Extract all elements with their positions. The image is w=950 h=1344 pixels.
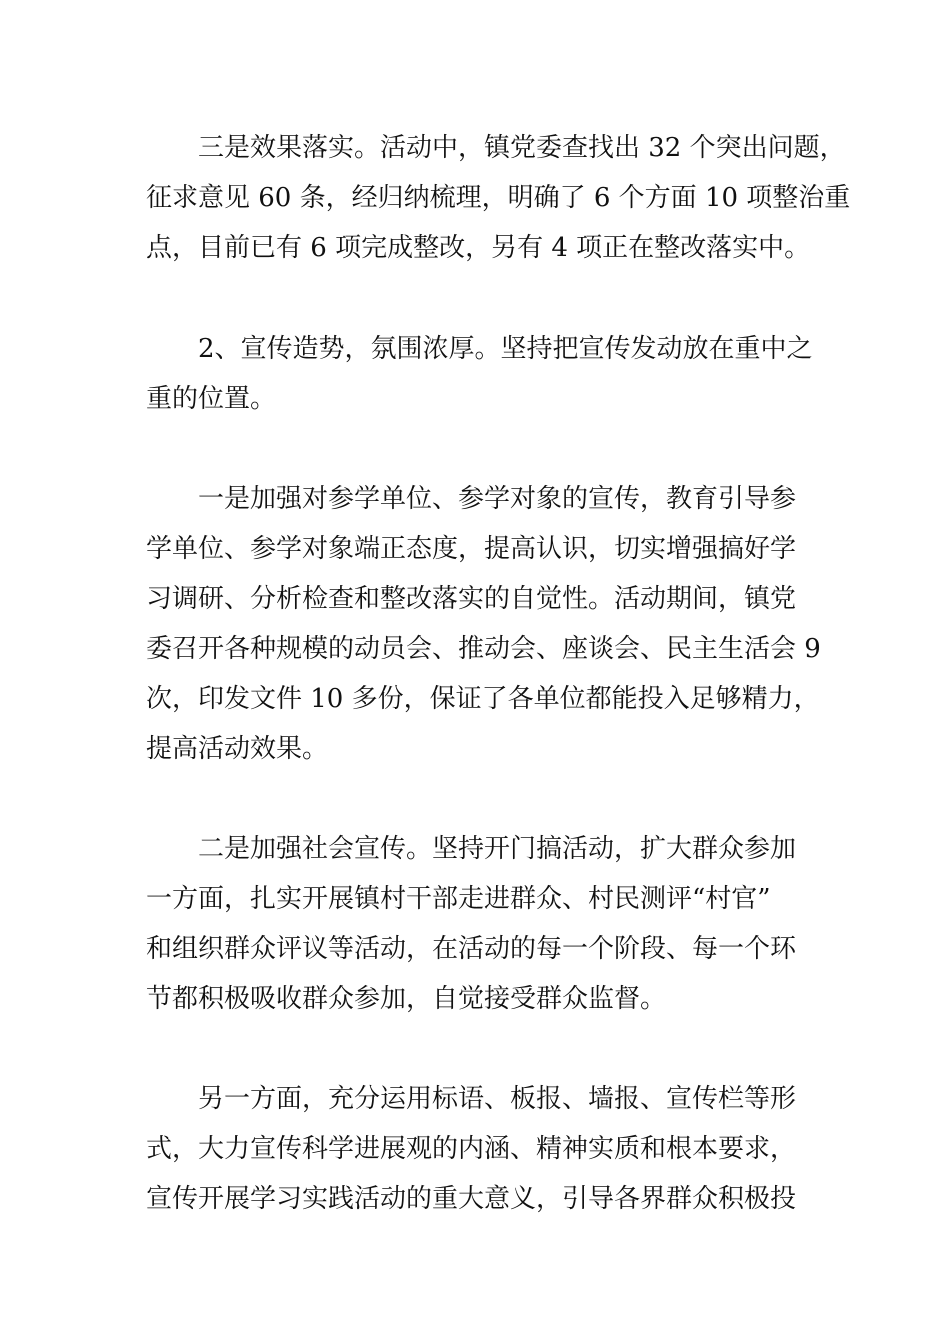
text-line: 一方面，扎实开展镇村干部走进群众、村民测评“村官” <box>146 884 771 914</box>
text-line: 征求意见 60 条，经归纳梳理，明确了 6 个方面 10 项整治重 <box>146 183 851 213</box>
text-line: 2、宣传造势，氛围浓厚。坚持把宣传发动放在重中之 <box>198 334 813 364</box>
text-line: 委召开各种规模的动员会、推动会、座谈会、民主生活会 9 <box>146 634 821 664</box>
text-line: 次，印发文件 10 多份，保证了各单位都能投入足够精力， <box>146 684 820 714</box>
paragraph-publicity-atmosphere <box>146 324 813 424</box>
text-line: 宣传开展学习实践活动的重大意义，引导各界群众积极投 <box>146 1184 797 1214</box>
text-line: 三是效果落实。活动中，镇党委查找出 32 个突出问题， <box>198 133 846 163</box>
text-line: 节都积极吸收群众参加，自觉接受群众监督。 <box>146 984 667 1014</box>
text-line: 式，大力宣传科学进展观的内涵、精神实质和根本要求， <box>146 1134 797 1164</box>
text-line: 提高活动效果。 <box>146 734 329 764</box>
paragraph-social-publicity <box>146 824 810 1024</box>
text-line: 学单位、参学对象端正态度，提高认识，切实增强搞好学 <box>146 534 797 564</box>
text-line: 重的位置。 <box>146 384 277 414</box>
text-line: 习调研、分析检查和整改落实的自觉性。活动期间，镇党 <box>146 584 797 614</box>
text-line: 点，目前已有 6 项完成整改，另有 4 项正在整改落实中。 <box>146 233 811 263</box>
paragraph-effect-implementation <box>146 123 851 273</box>
text-line: 二是加强社会宣传。坚持开门搞活动，扩大群众参加 <box>198 834 797 864</box>
paragraph-other-publicity <box>146 1074 810 1224</box>
text-line: 另一方面，充分运用标语、板报、墙报、宣传栏等形 <box>198 1084 797 1114</box>
text-line: 一是加强对参学单位、参学对象的宣传，教育引导参 <box>198 484 797 514</box>
text-line: 和组织群众评议等活动，在活动的每一个阶段、每一个环 <box>146 934 797 964</box>
paragraph-participant-publicity <box>146 474 821 774</box>
